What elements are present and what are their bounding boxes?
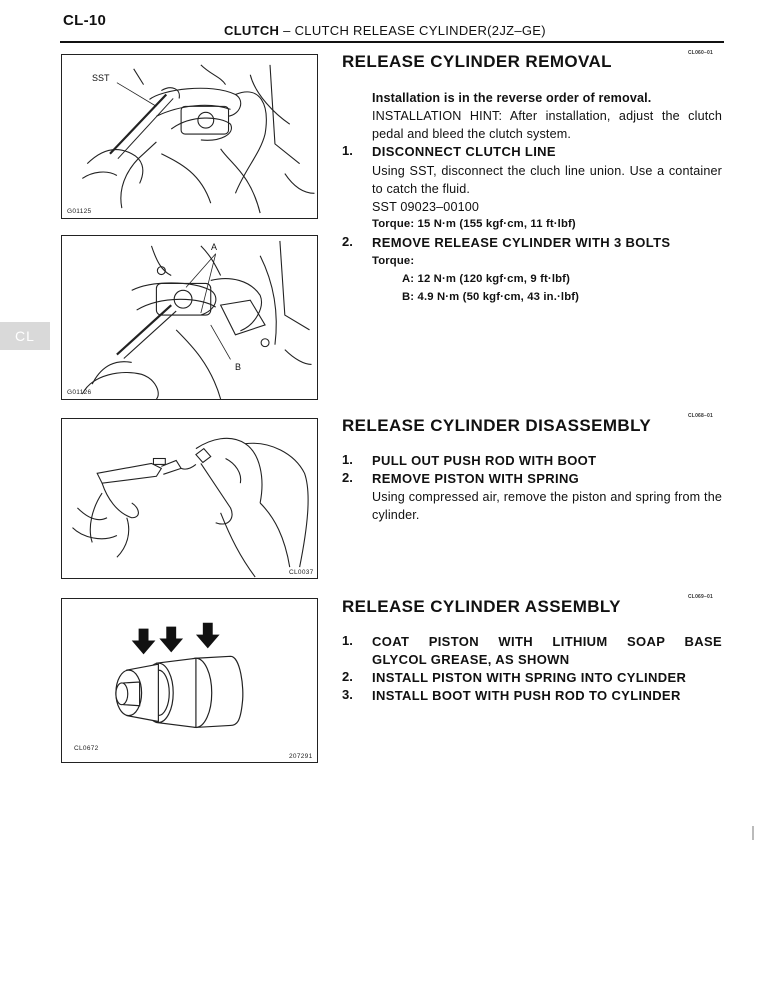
figure-sst-clutch-line	[61, 54, 318, 219]
section-title-removal: RELEASE CYLINDER REMOVAL	[342, 52, 612, 71]
figure-label-sst: SST	[92, 73, 110, 83]
page-header-title	[224, 23, 546, 38]
sst-number: SST 09023–00100	[372, 200, 480, 214]
step-number: 2.	[342, 470, 353, 485]
figure-piston-grease	[61, 598, 318, 763]
step-number: 1.	[342, 452, 353, 467]
torque-spec: Torque: 15 N·m (155 kgf·cm, 11 ft·lbf)	[372, 218, 576, 230]
page-number: CL-10	[63, 12, 107, 29]
figure-release-cylinder-bolts	[61, 235, 318, 400]
figure-code-secondary: 207291	[289, 753, 313, 760]
scan-edge-mark	[752, 826, 754, 840]
step-title-coat-piston-line1: COAT PISTON WITH LITHIUM SOAP BASE	[372, 634, 722, 649]
torque-label: Torque:	[372, 255, 415, 267]
figure-bolts-drawing	[62, 236, 317, 399]
installation-note: Installation is in the reverse order of removal.	[372, 91, 652, 105]
arrow-icon	[159, 627, 183, 653]
step-title-install-boot: INSTALL BOOT WITH PUSH ROD TO CYLINDER	[372, 688, 681, 703]
torque-spec-a: A: 12 N·m (120 kgf·cm, 9 ft·lbf)	[402, 273, 570, 285]
figure-piston-drawing	[62, 599, 317, 762]
header-separator: –	[279, 23, 295, 38]
step-number: 3.	[342, 687, 353, 702]
step-title-remove-piston: REMOVE PISTON WITH SPRING	[372, 471, 580, 486]
figure-code: CL0037	[289, 569, 314, 576]
installation-hint: INSTALLATION HINT: After installation, adjust the clutch pedal and bleed the clutch system.	[372, 109, 722, 141]
header-main: CLUTCH	[224, 23, 280, 38]
step-title-install-piston: INSTALL PISTON WITH SPRING INTO CYLINDER	[372, 670, 687, 685]
step-text-disconnect: Using SST, disconnect the cluch line union. Use a container to catch the fluid.	[372, 164, 722, 196]
figure-code: G01125	[67, 208, 92, 215]
step-text-compressed-air: Using compressed air, remove the piston and spring from the cylinder.	[372, 490, 722, 522]
step-number: 2.	[342, 234, 353, 249]
arrow-icon	[132, 629, 156, 655]
step-title-pull-out-push-rod: PULL OUT PUSH ROD WITH BOOT	[372, 453, 597, 468]
section-side-tab: CL	[0, 322, 50, 350]
arrow-icon	[196, 623, 220, 649]
figure-code: CL0672	[74, 745, 99, 752]
section-title-disassembly: RELEASE CYLINDER DISASSEMBLY	[342, 416, 652, 435]
figure-label-a: A	[211, 242, 218, 252]
section-title-assembly: RELEASE CYLINDER ASSEMBLY	[342, 597, 621, 616]
section-code-disassembly: CL068–01	[688, 413, 713, 419]
section-code-removal: CL060–01	[688, 50, 713, 56]
header-rule	[60, 41, 724, 43]
step-number: 1.	[342, 633, 353, 648]
step-number: 2.	[342, 669, 353, 684]
section-code-assembly: CL069–01	[688, 594, 713, 600]
figure-compressed-air-removal	[61, 418, 318, 579]
figure-label-b: B	[235, 362, 242, 372]
step-title-coat-piston-line2: GLYCOL GREASE, AS SHOWN	[372, 652, 570, 667]
torque-spec-b: B: 4.9 N·m (50 kgf·cm, 43 in.·lbf)	[402, 291, 580, 303]
figure-code: G01126	[67, 389, 92, 396]
header-subtitle: CLUTCH RELEASE CYLINDER(2JZ–GE)	[294, 23, 546, 38]
figure-air-drawing	[62, 419, 317, 578]
step-title-disconnect-clutch-line: DISCONNECT CLUTCH LINE	[372, 144, 556, 159]
step-title-remove-release-cylinder: REMOVE RELEASE CYLINDER WITH 3 BOLTS	[372, 235, 671, 250]
step-number: 1.	[342, 143, 353, 158]
